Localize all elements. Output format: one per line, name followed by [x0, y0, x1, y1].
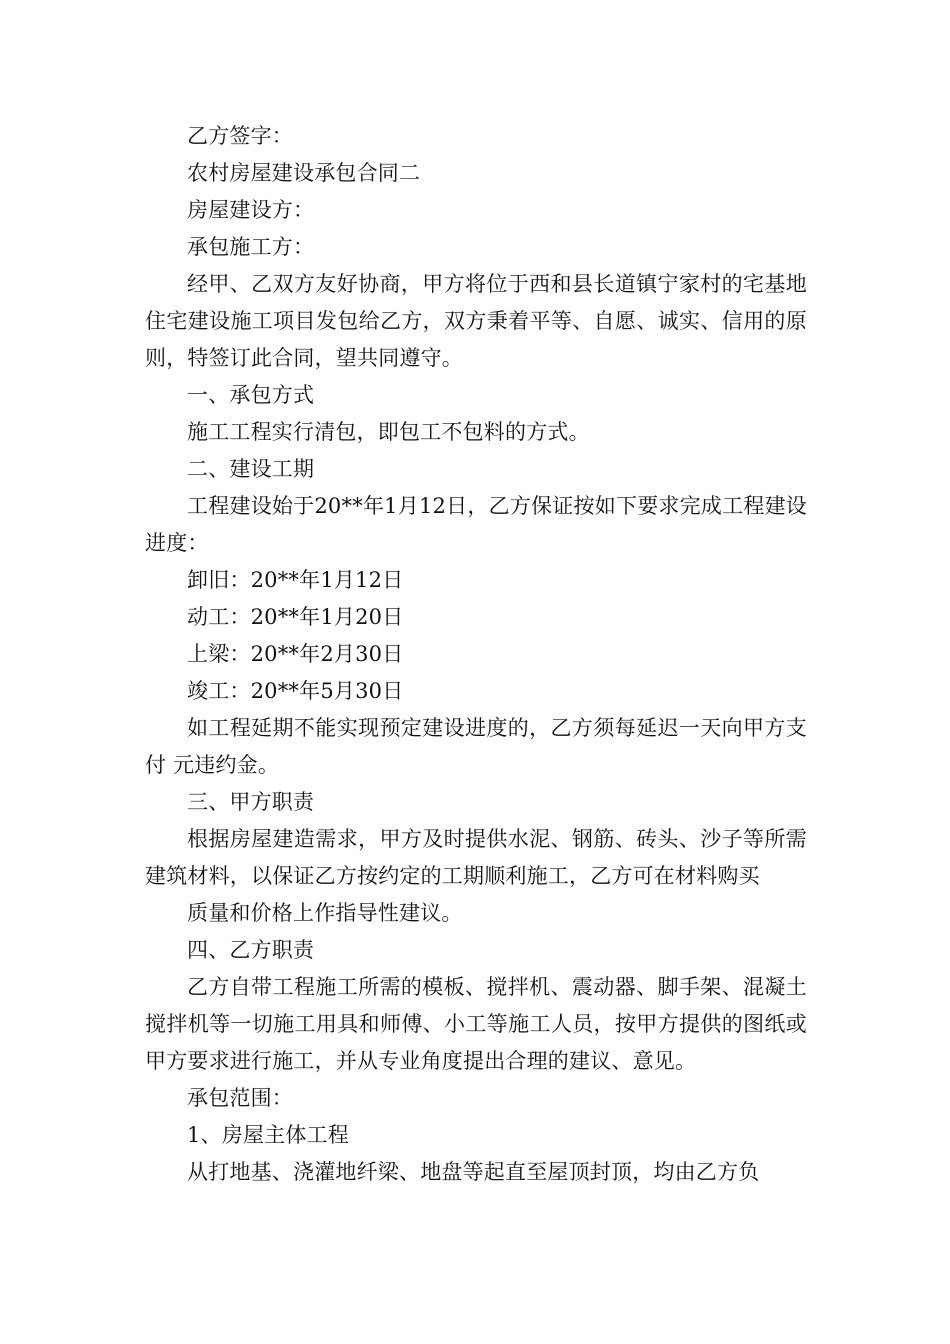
party-a-duties-paragraph: 根据房屋建造需求，甲方及时提供水泥、钢筋、砖头、沙子等所需建筑材料，以保证乙方按约定的工期顺利施工，乙方可在材料购买: [145, 827, 807, 888]
party-a-duties-continuation: 质量和价格上作指导性建议。: [187, 901, 463, 925]
section-heading-schedule: 二、建设工期: [187, 457, 315, 481]
contract-method-paragraph: 施工工程实行清包，即包工不包料的方式。: [187, 420, 590, 444]
preamble-paragraph: 经甲、乙双方友好协商，甲方将位于西和县长道镇宁家村的宅基地住宅建设施工项目发包给乙方，双方秉着平等、自愿、诚实、信用的原则，特签订此合同，望共同遵守。: [145, 272, 807, 370]
party-b-duties-paragraph: 乙方自带工程施工所需的模板、搅拌机、震动器、脚手架、混凝土搅拌机等一切施工用具和师傅、小工等施工人员，按甲方提供的图纸或甲方要求进行施工，并从专业角度提出合理的建议、意见。: [145, 975, 807, 1073]
schedule-item-completion: 竣工：20**年5月30日: [187, 679, 404, 703]
signature-line-party-b: 乙方签字：: [187, 124, 293, 148]
section-heading-party-b-duties: 四、乙方职责: [187, 938, 315, 962]
section-heading-party-a-duties: 三、甲方职责: [187, 790, 315, 814]
schedule-item-demolition: 卸旧：20**年1月12日: [187, 568, 404, 592]
scope-item-main-structure: 1、房屋主体工程: [187, 1123, 349, 1147]
section-heading-contract-method: 一、承包方式: [187, 383, 315, 407]
scope-heading: 承包范围：: [187, 1086, 293, 1110]
delay-penalty-paragraph: 如工程延期不能实现预定建设进度的，乙方须每延迟一天向甲方支付 元违约金。: [145, 716, 807, 777]
contract-title: 农村房屋建设承包合同二: [187, 161, 421, 185]
schedule-item-beam-raising: 上梁：20**年2月30日: [187, 642, 404, 666]
builder-party-line: 房屋建设方：: [187, 198, 315, 222]
document-page: [145, 118, 807, 1191]
schedule-paragraph: 工程建设始于20**年1月12日，乙方保证按如下要求完成工程建设进度：: [145, 494, 807, 555]
schedule-item-groundbreaking: 动工：20**年1月20日: [187, 605, 404, 629]
contractor-party-line: 承包施工方：: [187, 235, 315, 259]
main-structure-paragraph: 从打地基、浇灌地纤梁、地盘等起直至屋顶封顶，均由乙方负: [187, 1160, 760, 1184]
